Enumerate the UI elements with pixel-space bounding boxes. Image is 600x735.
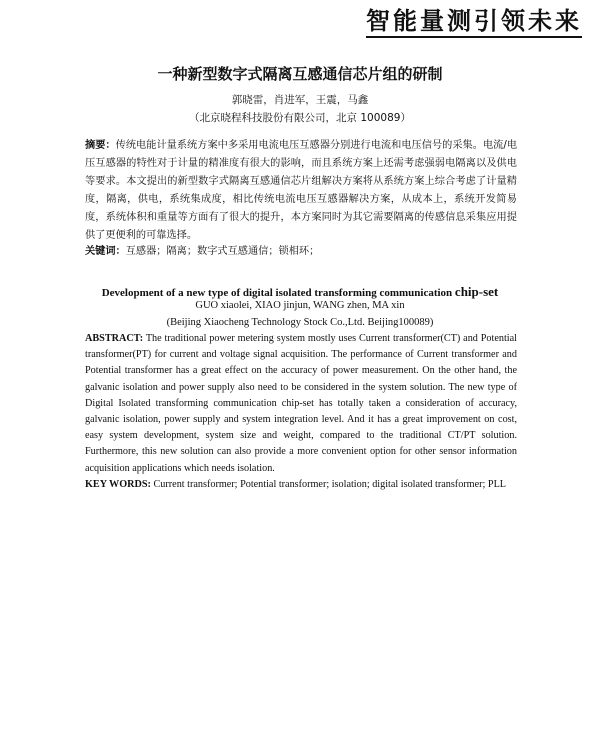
- abstract-cn: [85, 137, 517, 245]
- abstract-text-cn: 传统电能计量系统方案中多采用电流电压互感器分别进行电流和电压信号的采集。电流/电压互感器的特性对于计量的精准度有很大的影响，而且系统方案上还需考虑强弱电隔离以及供电等要求。本文提出的新型数字式隔离互感通信芯片组解决方案将从系统方案上综合考虑了计量精度，隔离，供电，系统集成度，相比传统电流电压互感器解决方案，从成本上，系统开发简易度，系统体积和重量等方面有了很大的提升，本方案同时为其它需要隔离的传感信息采集应用提供了更便利的可靠选择。: [85, 140, 518, 241]
- affiliation-cn: （北京晓程科技股份有限公司，北京 100089）: [189, 112, 411, 124]
- affiliation-en: (Beijing Xiaocheng Technology Stock Co.,Ltd. Beijing100089): [166, 317, 434, 328]
- paper-title-cn: 一种新型数字式隔离互感通信芯片组的研制: [157, 65, 443, 83]
- abstract-en: [85, 331, 517, 477]
- authors-cn: 郭晓雷，肖进军，王震，马鑫: [231, 94, 369, 106]
- keywords-text-cn: 互感器；隔离；数字式互感通信；锁相环；: [125, 246, 320, 257]
- keywords-en: [85, 477, 517, 493]
- keywords-text-en: Current transformer; Potential transformer; isolation; digital isolated transformer; PLL: [150, 479, 507, 490]
- abstract-label-en: ABSTRACT:: [85, 333, 144, 344]
- paper-title-en: [0, 284, 600, 300]
- keywords-label-cn: 关键词：: [85, 246, 126, 257]
- authors-en: GUO xiaolei, XIAO jinjun, WANG zhen, MA xin: [195, 300, 405, 311]
- abstract-label-cn: 摘要：: [85, 140, 116, 151]
- keywords-cn: [85, 243, 517, 261]
- header-logo-text: 智能量测引领未来: [366, 6, 582, 38]
- abstract-text-en: The traditional power metering system mostly uses Current transformer(CT) and Potential transformer(PT) for current and voltage signal acquisition. The performance of Current transformer and Potential transformer has a great effect on the accuracy of power measurement. On the other hand, the galvanic isolation and power supply also need to be considered in the system solution. The new type of Digital Isolated transforming communication chip-set has totally taken a consideration of accuracy, galvanic isolation, power supply and system integration level. And it has a great improvement on cost, easy system development, system size and weight, compared to the traditional CT/PT solution. Furthermore, this new solution can also provide a more convenient option for other sensor information acquisition applications which needs isolation.: [85, 333, 517, 474]
- paper-title-en-main: Development of a new type of digital isolated transforming communication: [101, 287, 455, 299]
- keywords-label-en: KEY WORDS:: [85, 479, 151, 490]
- paper-title-en-tail: chip-set: [454, 284, 499, 299]
